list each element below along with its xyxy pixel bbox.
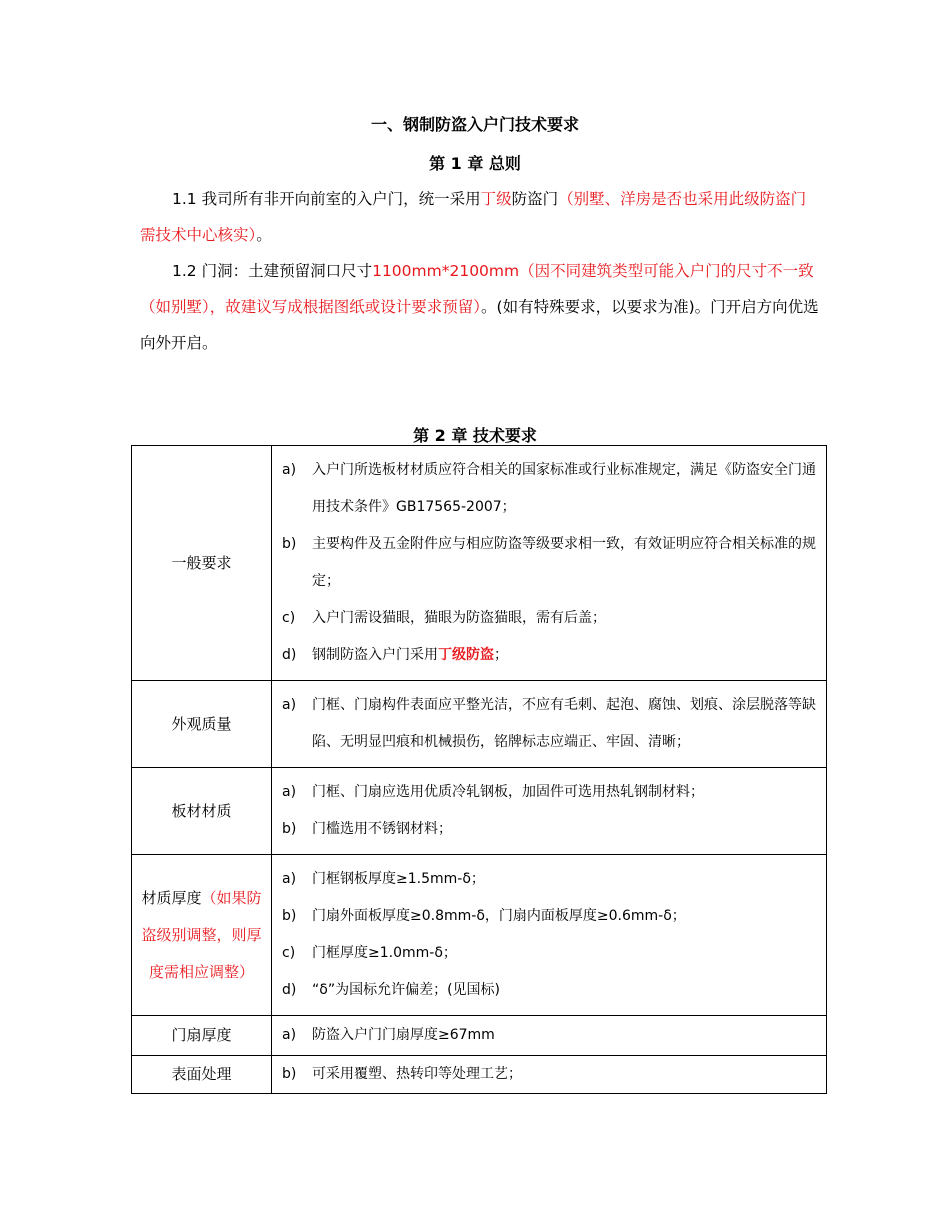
row-content xyxy=(272,768,827,855)
row-label: 板材材质 xyxy=(132,768,272,855)
row-label: 门扇厚度 xyxy=(132,1016,272,1056)
document-heading: 一、钢制防盗入户门技术要求 xyxy=(370,115,579,134)
list-item: a) 门框钢板厚度≥1.5mm-δ； xyxy=(282,871,485,887)
list-item: d) 钢制防盗入户门采用丁级防盗； xyxy=(282,647,508,663)
row-content xyxy=(272,681,827,768)
table-row xyxy=(132,1016,827,1056)
list-item: a) 门框、门扇构件表面应平整光洁，不应有毛刺、起泡、腐蚀、划痕、涂层脱落等缺陷、无明显凹痕和机械损伤，铭牌标志应端正、牢固、清晰； xyxy=(282,697,816,750)
row-label: 表面处理 xyxy=(132,1056,272,1094)
row-content xyxy=(272,1016,827,1056)
list-item: b) 门槛选用不锈钢材料； xyxy=(282,821,452,837)
list-item: b) 门扇外面板厚度≥0.8mm-δ，门扇内面板厚度≥0.6mm-δ； xyxy=(282,908,686,924)
table-row xyxy=(132,1056,827,1094)
chapter1-body xyxy=(140,181,820,361)
list-item: a) 入户门所选板材材质应符合相关的国家标准或行业标准规定，满足《防盗安全门通用技术条件》GB17565-2007； xyxy=(282,462,816,515)
row-content xyxy=(272,446,827,681)
list-item: c) 入户门需设猫眼，猫眼为防盗猫眼，需有后盖； xyxy=(282,610,606,626)
row-label: 材质厚度（如果防盗级别调整，则厚度需相应调整） xyxy=(132,855,272,1016)
table-row xyxy=(132,681,827,768)
table-row xyxy=(132,855,827,1016)
list-item: c) 门框厚度≥1.0mm-δ； xyxy=(282,945,457,961)
list-item: b) 可采用覆塑、热转印等处理工艺； xyxy=(282,1066,522,1082)
tech-requirements-table xyxy=(131,445,827,1094)
row-label: 一般要求 xyxy=(132,446,272,681)
row-content xyxy=(272,1056,827,1094)
paragraph-1-2: 1.2 门洞：土建预留洞口尺寸1100mm*2100mm（因不同建筑类型可能入户门的尺寸不一致（如别墅），故建议写成根据图纸或设计要求预留）。(如有特殊要求，以要求为准)。门开启方向优选向外开启。 xyxy=(140,262,819,352)
row-content xyxy=(272,855,827,1016)
list-item: d) “δ”为国标允许偏差；(见国标) xyxy=(282,982,500,998)
table-row xyxy=(132,768,827,855)
list-item: b) 主要构件及五金附件应与相应防盗等级要求相一致，有效证明应符合相关标准的规定； xyxy=(282,536,816,589)
table-row xyxy=(132,446,827,681)
list-item: a) 防盗入户门门扇厚度≥67mm xyxy=(282,1027,495,1043)
row-label: 外观质量 xyxy=(132,681,272,768)
list-item: a) 门框、门扇应选用优质冷轧钢板，加固件可选用热轧钢制材料； xyxy=(282,784,704,800)
chapter1-title: 第 1 章 总则 xyxy=(429,154,521,173)
chapter2-title: 第 2 章 技术要求 xyxy=(413,426,537,445)
paragraph-1-1: 1.1 我司所有非开向前室的入户门，统一采用丁级防盗门（别墅、洋房是否也采用此级防盗门需技术中心核实）。 xyxy=(140,190,807,244)
